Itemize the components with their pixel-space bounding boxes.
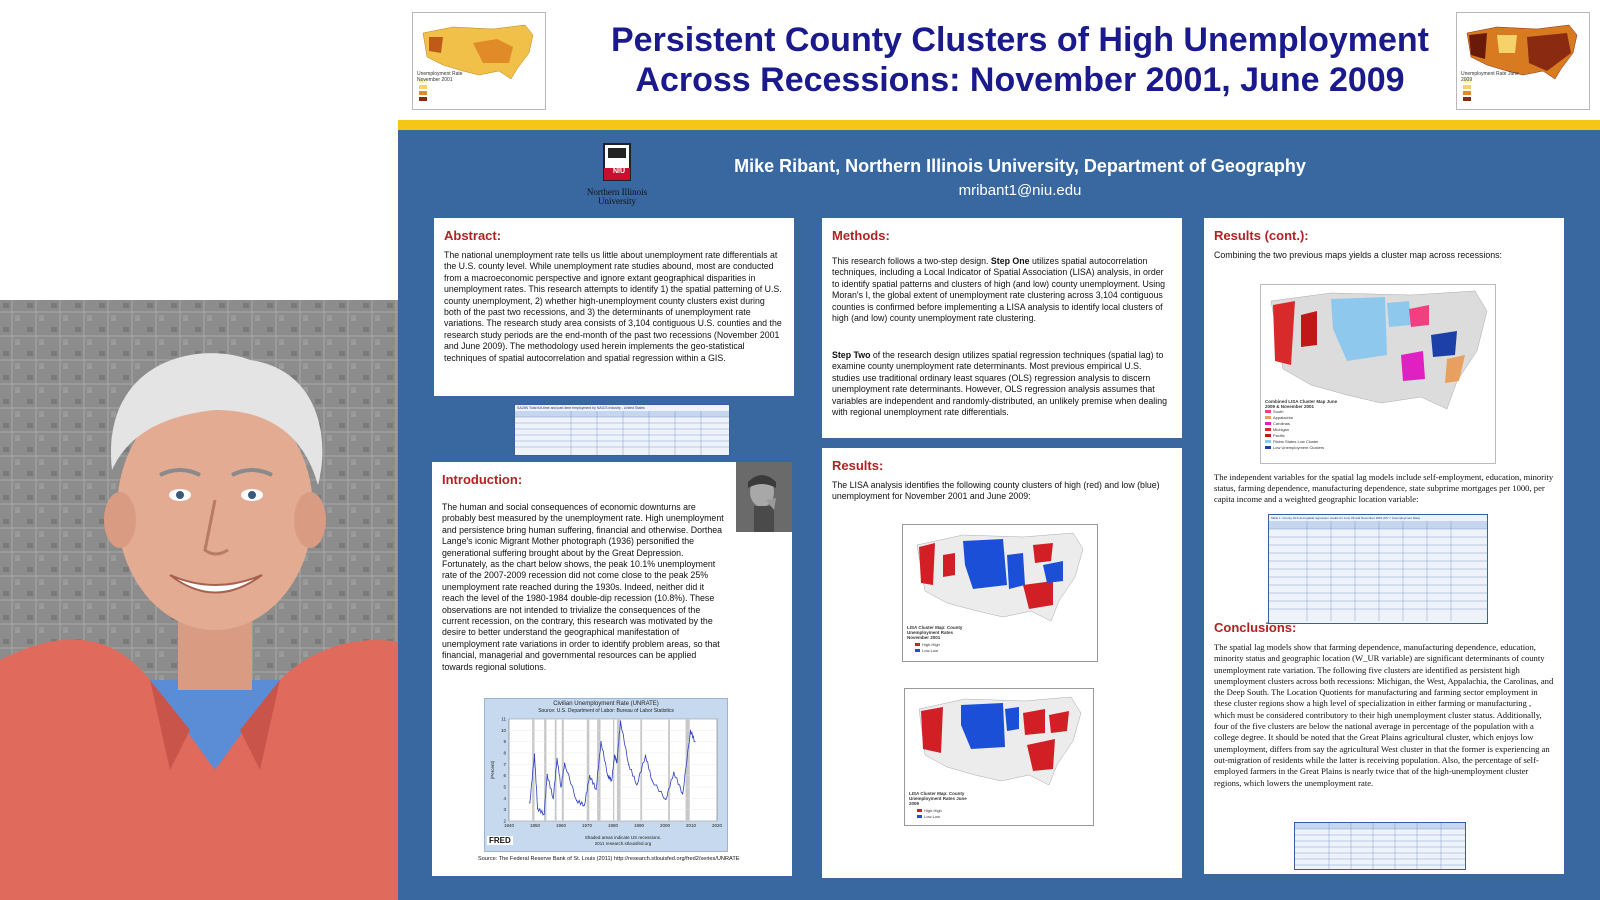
niu-logo-abbrev: NIU bbox=[612, 168, 626, 175]
legend-low-2001 bbox=[915, 648, 938, 653]
data-point bbox=[547, 774, 548, 775]
legend-low-swatch-2001 bbox=[915, 649, 920, 652]
combined-legend-label: Appalachia bbox=[1273, 415, 1293, 420]
combined-legend-label: South bbox=[1273, 409, 1284, 414]
data-point bbox=[584, 805, 585, 806]
data-point bbox=[620, 721, 621, 722]
author-photo bbox=[0, 300, 425, 900]
y-tick-label: 7 bbox=[503, 761, 506, 767]
combined-legend-swatch bbox=[1265, 434, 1271, 437]
introduction-panel bbox=[432, 462, 792, 876]
chart-title: Civilian Unemployment Rate (UNRATE) bbox=[553, 701, 659, 707]
abstract-text: The national unemployment rate tells us little about unemployment rate differentials at the U.S. county level. While unemployment rate studies abound, most are conducted from a macroeconomic perspective and ignore extant geographical disparities in unemployment rates. This research attempts to identify 1) the spatial patterning of U.S. county unemployment, 2) whether high-unemployment county clusters exist during both of the past two recessions, and 3) the determinants of unemployment rate variations. The research study area consists of 3,104 contiguous U.S. counties and the research study periods are the end-month of the past two recessions (November 2001 and June 2009). The methodology used herein implements the geo-statistical techniques of spatial autocorrelation and spatial regression within a GIS. bbox=[444, 250, 782, 363]
legend-low-label-2001: Low-Low bbox=[922, 648, 939, 653]
data-point bbox=[553, 798, 554, 799]
methods-step-one-label: Step One bbox=[990, 256, 1030, 266]
abstract-title: Abstract: bbox=[444, 228, 502, 243]
combined-legend-swatch bbox=[1265, 440, 1271, 443]
chart-footnote-2: 2011 research.stlouisfed.org bbox=[594, 841, 652, 846]
methods-step-one-prefix: This research follows a two-step design. bbox=[832, 256, 991, 266]
header-divider bbox=[398, 120, 1600, 130]
methods-step-two-label: Step Two bbox=[832, 350, 871, 360]
legend-low-label-2009: Low-Low bbox=[924, 814, 941, 819]
y-tick-label: 8 bbox=[503, 750, 506, 756]
y-tick-label: 3 bbox=[503, 807, 506, 813]
data-point bbox=[628, 764, 629, 765]
author-email[interactable]: mribant1@niu.edu bbox=[958, 182, 1082, 199]
y-tick-label: 4 bbox=[503, 795, 506, 801]
lisa-map-2009-legend: LISA Cluster Map: County Unemployment Rates June 2009 bbox=[909, 791, 967, 806]
combined-legend-label: Michigan bbox=[1273, 427, 1290, 432]
fred-logo: FRED bbox=[489, 836, 511, 845]
data-point bbox=[600, 741, 601, 742]
data-point bbox=[645, 755, 646, 756]
combined-legend-swatch bbox=[1265, 410, 1271, 413]
combined-legend-swatch bbox=[1265, 428, 1271, 431]
legend-low-swatch-2009 bbox=[917, 815, 922, 818]
data-point bbox=[534, 754, 535, 755]
y-tick-label: 2 bbox=[503, 818, 506, 824]
recession-band bbox=[668, 719, 670, 821]
x-tick-label: 1980 bbox=[607, 823, 619, 828]
data-point bbox=[614, 755, 615, 756]
methods-step-one-text: utilizes spatial autocorrelation techniques, including a Local Indicator of Spatial Association (LISA) analysis, in order to identify spatial patterns and clusters of high (and low) county unemployment. Using Moran's I, the global extent of unemployment rate clustering across 3,104 contiguous counties is confirmed before implementing a LISA analysis to identify local clusters of high (and low) county unemployment rate clustering. bbox=[832, 256, 1165, 324]
legend-high-swatch-2009 bbox=[917, 809, 922, 812]
x-tick-label: 2000 bbox=[659, 823, 671, 828]
lisa-map-2001-legend: LISA Cluster Map: County Unemployment Rates November 2001 bbox=[907, 625, 963, 640]
x-tick-label: 1950 bbox=[529, 823, 541, 828]
combined-legend-swatch bbox=[1265, 446, 1271, 449]
chart-subtitle: Source: U.S. Department of Labor: Bureau of Labor Statistics bbox=[538, 708, 674, 714]
x-tick-label: 1990 bbox=[633, 823, 645, 828]
introduction-title: Introduction: bbox=[442, 472, 523, 487]
header-map-right-legend: Unemployment Rate June 2009 bbox=[1461, 71, 1519, 83]
chart-plot bbox=[485, 699, 727, 851]
combined-legend-item bbox=[1265, 445, 1345, 451]
data-point bbox=[529, 802, 530, 803]
results-title: Results: bbox=[832, 458, 884, 473]
niu-logo-text: Northern Illinois University bbox=[586, 187, 648, 206]
data-point bbox=[611, 780, 612, 781]
header-map-left bbox=[412, 12, 546, 110]
results-cont-title: Results (cont.): bbox=[1214, 228, 1309, 243]
legend-low-2009 bbox=[917, 814, 940, 819]
methods-step-two-text: of the research design utilizes spatial regression techniques (spatial lag) to examine county unemployment rate determinants. Most previous empirical U.S. studies use traditional ordinary least squares (OLS) regression analysis to discern unemployment rate determinants. However, OLS regression analysis assumes that variables are independent and randomly-distributed, an unlikely premise when dealing with regional unemployment rate differentials. bbox=[832, 350, 1167, 418]
poster-title-line-2: Across Recessions: November 2001, June 2009 bbox=[635, 61, 1405, 99]
data-point bbox=[673, 772, 674, 773]
location-quotient-table bbox=[1294, 822, 1466, 870]
methods-title: Methods: bbox=[832, 228, 890, 243]
data-point bbox=[596, 789, 597, 790]
lisa-map-2001 bbox=[902, 524, 1098, 662]
data-point bbox=[576, 800, 577, 801]
y-axis-label: (Percent) bbox=[490, 760, 495, 780]
combined-legend-label: Carolinas bbox=[1273, 421, 1290, 426]
migrant-mother-photo bbox=[736, 462, 792, 532]
data-point bbox=[690, 730, 691, 731]
combined-legend-label: Plains States Low Cluster bbox=[1273, 439, 1319, 444]
y-tick-label: 5 bbox=[503, 784, 506, 790]
results-cont-panel bbox=[1204, 218, 1564, 874]
employment-table-caption: SA25N Total full-time and part-time employment by NAICS industry - United States bbox=[517, 406, 645, 410]
lisa-map-2009 bbox=[904, 688, 1094, 826]
combined-lisa-map bbox=[1260, 284, 1496, 464]
data-point bbox=[560, 786, 561, 787]
y-tick-label: 9 bbox=[503, 739, 506, 745]
data-point bbox=[589, 775, 590, 776]
data-point bbox=[564, 763, 565, 764]
poster-title-line-1: Persistent County Clusters of High Unemployment bbox=[611, 21, 1429, 59]
legend-high-2009 bbox=[917, 808, 942, 813]
y-tick-label: 11 bbox=[501, 716, 506, 722]
regression-table bbox=[1268, 514, 1488, 624]
results-panel bbox=[822, 448, 1182, 878]
unemployment-chart bbox=[484, 698, 728, 852]
combined-map-legend-items bbox=[1265, 409, 1345, 451]
combined-legend-label: Pacific bbox=[1273, 433, 1285, 438]
header-map-left-legend: Unemployment Rate November 2001 bbox=[417, 71, 463, 83]
recession-band bbox=[617, 719, 621, 821]
x-tick-label: 2020 bbox=[711, 823, 723, 828]
employment-table bbox=[514, 404, 730, 456]
conclusions-text: The spatial lag models show that farming dependence, manufacturing dependence, education, minority status and geographic location (W_UR variable) are significant determinants of county unemployment rate variation. The following five clusters are identified as persistent high unemployment clusters across both recessions: Michigan, the West, Appalachia, the Carolinas, and the Deep South. The Location Quotients for manufacturing and farming sector employment in these cluster regions show a high level of specialization in either farming or manufacturing , which must be considered contributory to their high unemployment cluster status. Additionally, four of the five clusters are below the national average in percentage of the population with a college degree. It should be noted that the Great Plains agricultural cluster, which enjoys low unemployment, differs from say the agricultural West cluster in that the former is experiencing an out-migration of residents while the latter is receiving population. Also, the percentage of self-employed farmers in the Great Plains is nearly twice that of the high-unemployment cluster regions, which lowers the unemployment rate. bbox=[1214, 642, 1554, 788]
regression-table-caption: Table 1: County OLS and spatial regression results for June 09 and November 2001 (DV = Unemployment Rate) bbox=[1271, 516, 1421, 520]
conclusions-title: Conclusions: bbox=[1214, 620, 1297, 635]
methods-panel bbox=[822, 218, 1182, 438]
combined-map-legend bbox=[1265, 399, 1345, 451]
x-tick-label: 2010 bbox=[685, 823, 697, 828]
y-tick-label: 10 bbox=[500, 727, 506, 733]
combined-legend-swatch bbox=[1265, 422, 1271, 425]
recession-band bbox=[587, 719, 590, 821]
data-point bbox=[694, 741, 695, 742]
legend-high-2001 bbox=[915, 642, 940, 647]
x-tick-label: 1940 bbox=[503, 823, 515, 828]
data-point bbox=[557, 758, 558, 759]
y-tick-label: 6 bbox=[503, 773, 506, 779]
author-line: Mike Ribant, Northern Illinois University, Department of Geography bbox=[734, 156, 1306, 176]
data-point bbox=[616, 761, 617, 762]
legend-high-label-2001: High-High bbox=[922, 642, 940, 647]
data-point bbox=[636, 784, 637, 785]
data-point bbox=[682, 793, 683, 794]
data-point bbox=[544, 814, 545, 815]
data-point bbox=[651, 780, 652, 781]
combined-map-legend-title: Combined LISA Cluster Map June 2009 & November 2001 bbox=[1265, 399, 1338, 409]
legend-high-swatch-2001 bbox=[915, 643, 920, 646]
results-text: The LISA analysis identifies the following county clusters of high (red) and low (blue) unemployment for November 2001 and June 2009: bbox=[832, 480, 1160, 502]
results-cont-text: Combining the two previous maps yields a cluster map across recessions: bbox=[1214, 250, 1502, 260]
legend-high-label-2009: High-High bbox=[924, 808, 942, 813]
data-point bbox=[607, 775, 608, 776]
combined-legend-swatch bbox=[1265, 416, 1271, 419]
abstract-panel bbox=[434, 218, 794, 396]
independent-variables-text: The independent variables for the spatial lag models include self-employment, education, minority status, farming dependence, manufacturing dependence, state subprime mortgages per 1000, per capita income and a weighted geographic location variable: bbox=[1214, 472, 1554, 504]
methods-step-one bbox=[832, 256, 1170, 324]
x-tick-label: 1970 bbox=[581, 823, 593, 828]
chart-source: Source: The Federal Reserve Bank of St. Louis (2011) http://research.stlouisfed.org/fred2/series/UNRATE bbox=[478, 856, 740, 862]
recession-band bbox=[686, 719, 690, 821]
data-point bbox=[537, 808, 538, 809]
data-point bbox=[665, 799, 666, 800]
introduction-text: The human and social consequences of economic downturns are probably best measured by the unemployment rate. High unemployment and persistence bring human suffering, financial and otherwise. Dorthea Lange's iconic Migrant Mother photograph (1936) personified the generational suffering brought about by the Great Depression. Fortunately, as the chart below shows, the peak 10.1% unemployment rate of the 2007-2009 recession did not come close to the peak 25% unemployment rate reached during the 1930s. Indeed, neither did it reach the level of the 1980-1984 double-dip recession (10.8%). These observations are not intended to trivialize the consequences of the current recession, on the contrary, this research was motivated by the desire to better understand the geographical manifestation of unemployment rate variations in order to identify problem areas, so that financial, managerial and governmental resources can be applied towards regional solutions. bbox=[442, 502, 724, 672]
methods-step-two bbox=[832, 350, 1170, 418]
x-tick-label: 1960 bbox=[555, 823, 567, 828]
combined-legend-label: Low Unemployment Clusters bbox=[1273, 445, 1325, 450]
chart-footnote: Shaded areas indicate US recessions. bbox=[584, 835, 662, 840]
